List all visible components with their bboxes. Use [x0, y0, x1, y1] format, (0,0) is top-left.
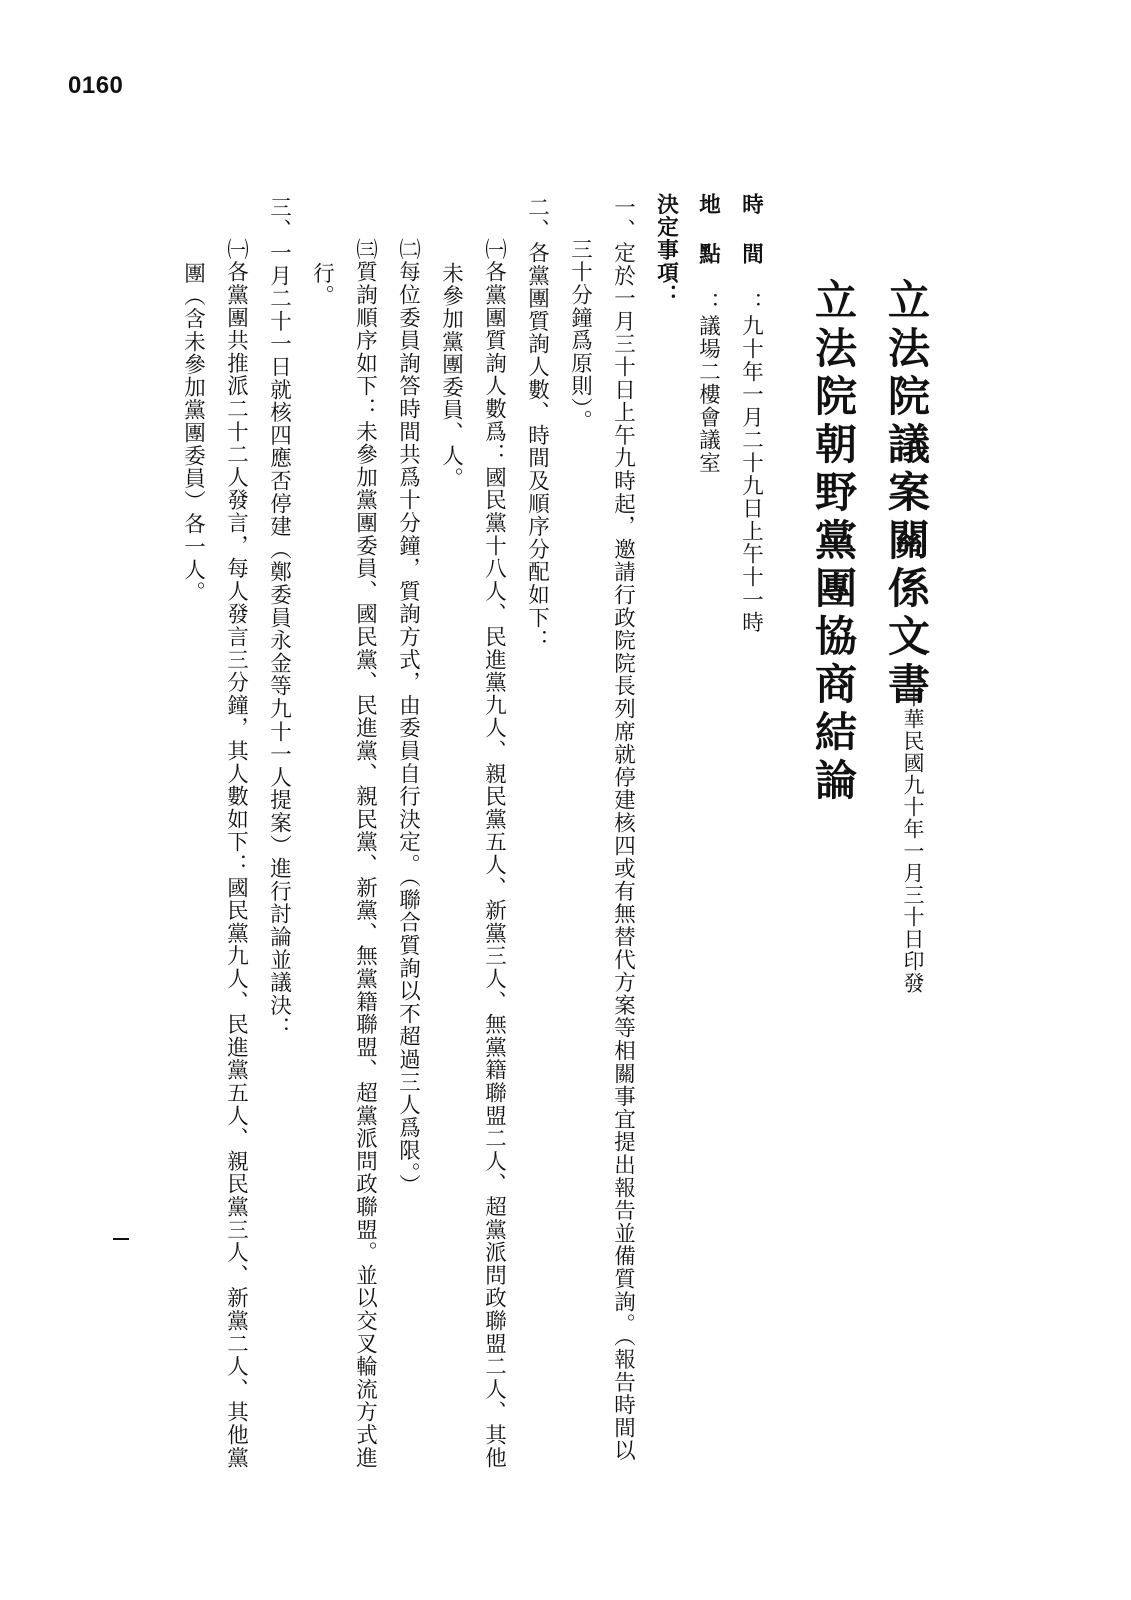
- document-title: 立法院朝野黨團協商結論: [809, 278, 858, 806]
- page-number: 0160: [68, 72, 124, 99]
- issue-date: 中華民國九十年一月三十日印發: [901, 686, 925, 994]
- item-2-sub-2: ㈡每位委員詢答時間共爲十分鐘，質詢方式，由委員自行決定。（聯合質詢以不超過三人爲限。）: [395, 238, 421, 1197]
- item-1-continued: 三十分鐘爲原則）。: [567, 238, 593, 433]
- document-series-title: 立法院議案關係文書: [882, 278, 931, 710]
- place-label: 地點: [695, 193, 721, 292]
- item-2-sub-3: ㈢質詢順序如下：未參加黨團委員、國民黨、民進黨、親民黨、新黨、無黨籍聯盟、超黨派問政聯盟。並以交叉輪流方式進: [352, 238, 378, 1470]
- footer-page-number: [113, 1238, 129, 1240]
- item-3-sub-1: ㈠各黨團共推派二十二人發言，每人發言三分鐘，其人數如下：國民黨九人、民進黨五人、親民黨三人、新黨二人、其他黨: [223, 238, 249, 1470]
- place-row: [697, 193, 719, 474]
- place-value: ：議場二樓會議室: [695, 292, 721, 475]
- time-row: [740, 193, 762, 634]
- item-3: 三、一月二十一日就核四應否停建（鄭委員永金等九十一人提案）進行討論並議決：: [266, 196, 292, 1040]
- item-3-sub-1-continued: 團（含未參加黨團委員）各一人。: [180, 262, 206, 604]
- item-2-sub-3-continued: 行。: [309, 262, 335, 308]
- time-value: ：九十年一月二十九日上午十一時: [738, 292, 764, 634]
- item-1: 一、定於一月三十日上午九時起，邀請行政院院長列席就停建核四或有無替代方案等相關事宜提出報告並備質詢。（報告時間以: [610, 196, 636, 1463]
- decisions-label: 決定事項：: [653, 193, 679, 307]
- item-2-sub-1: ㈠各黨團質詢人數爲：國民黨十八人、民進黨九人、親民黨五人、新黨三人、無黨籍聯盟二人、超黨派問政聯盟二人、其他: [481, 238, 507, 1470]
- item-2-sub-1-continued: 未參加黨團委員、人。: [438, 262, 464, 490]
- time-label: 時間: [738, 193, 764, 292]
- item-2: 二、各黨團質詢人數、時間及順序分配如下：: [524, 196, 550, 652]
